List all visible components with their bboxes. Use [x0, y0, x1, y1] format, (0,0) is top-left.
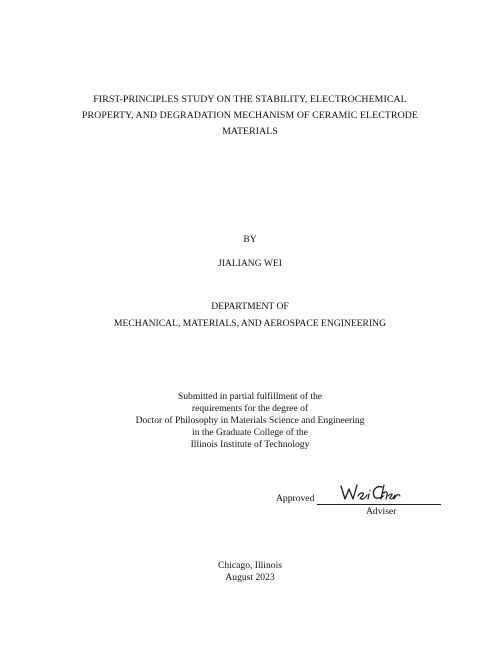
adviser-signature	[338, 482, 402, 504]
approval-block	[276, 484, 446, 518]
submission-line-1: Submitted in partial fulfillment of the	[177, 391, 323, 402]
adviser-label: Adviser	[366, 506, 397, 517]
by-label: BY	[243, 234, 257, 245]
signature-line	[317, 504, 441, 505]
submission-line-5: Illinois Institute of Technology	[190, 439, 310, 450]
author-name: JIALIANG WEI	[217, 258, 283, 269]
thesis-title-line-3: MATERIALS	[222, 126, 278, 137]
thesis-title-line-1: FIRST-PRINCIPLES STUDY ON THE STABILITY, ELECTROCHEMICAL	[93, 94, 407, 105]
approved-label: Approved	[276, 493, 315, 504]
department-label: DEPARTMENT OF	[211, 301, 289, 312]
department-name: MECHANICAL, MATERIALS, AND AEROSPACE ENGINEERING	[113, 318, 386, 329]
thesis-title-line-2: PROPERTY, AND DEGRADATION MECHANISM OF CERAMIC ELECTRODE	[81, 110, 419, 121]
submission-date: August 2023	[225, 572, 275, 583]
submission-line-3: Doctor of Philosophy in Materials Science and Engineering	[135, 415, 365, 426]
location: Chicago, Illinois	[218, 560, 282, 571]
submission-line-2: requirements for the degree of	[191, 403, 309, 414]
submission-line-4: in the Graduate College of the	[192, 427, 308, 438]
